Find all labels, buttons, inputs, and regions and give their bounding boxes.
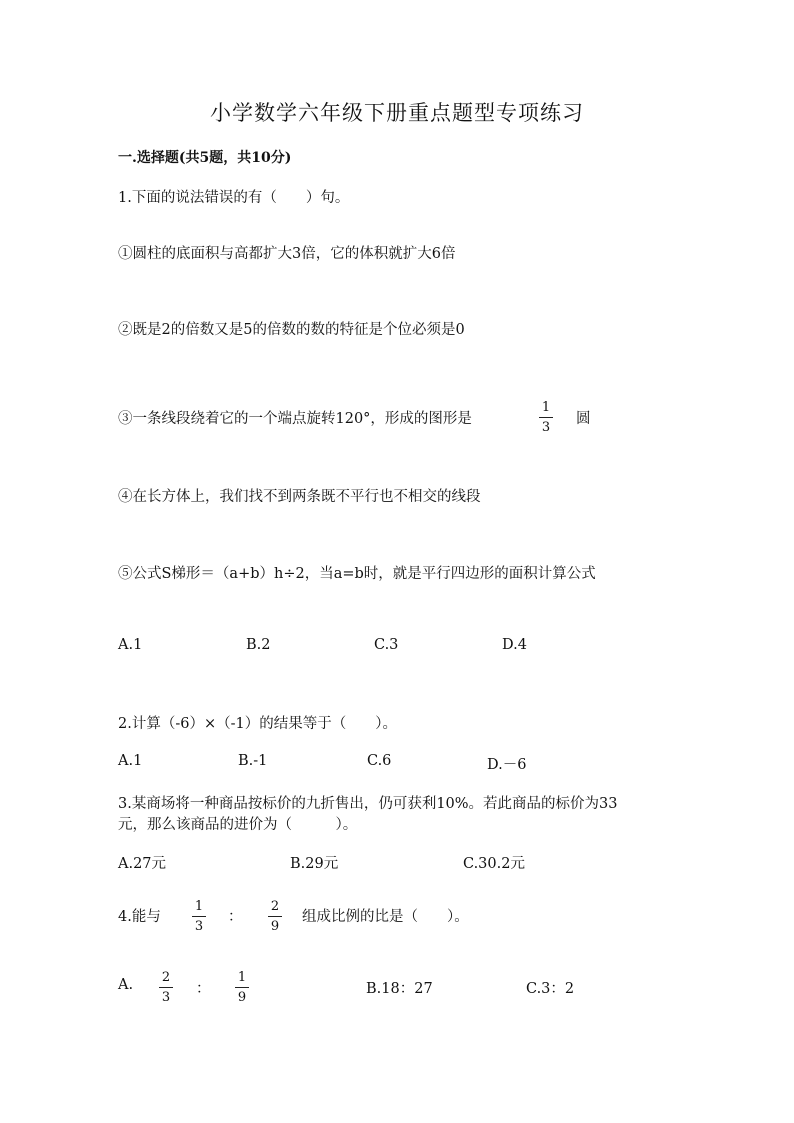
question-2-option-a: A.1 [118,753,143,769]
question-1-option-b: B.2 [246,637,271,653]
question-1-stem: 1.下面的说法错误的有（ ）句。 [118,190,350,206]
section-heading: 一.选择题(共5题，共10分) [118,150,292,166]
question-2-stem: 2.计算（-6）×（-1）的结果等于（ ）。 [118,716,397,732]
question-3-stem-line-2: 元，那么该商品的进价为（ ）。 [118,817,358,833]
question-4-stem-prefix: 4.能与 [118,909,161,925]
question-3-option-c: C.30.2元 [463,856,525,872]
question-4-fraction-1 [190,900,208,933]
question-1-statement-3-suffix: 圆 [576,411,591,427]
question-1-statement-4: ④在长方体上，我们找不到两条既不平行也不相交的线段 [118,489,481,505]
question-4-stem-suffix: 组成比例的比是（ ）。 [302,909,469,925]
question-1-statement-5: ⑤公式S梯形＝（a+b）h÷2，当a=b时，就是平行四边形的面积计算公式 [118,566,596,582]
fraction-numerator: 2 [161,970,171,985]
fraction-bar [159,987,173,988]
question-4-fraction-2 [266,900,284,933]
question-4-option-c: C.3：2 [526,981,575,997]
question-1-statement-3-fraction [537,401,555,434]
question-4-option-a-fraction-1 [157,971,175,1004]
fraction-numerator: 1 [237,970,247,985]
question-3-option-b: B.29元 [290,856,339,872]
question-2-option-d: D.－6 [487,757,527,773]
question-1-option-a: A.1 [118,637,143,653]
question-4-option-a-label: A. [118,977,134,993]
question-1-statement-1: ①圆柱的底面积与高都扩大3倍，它的体积就扩大6倍 [118,246,456,262]
question-3-stem-line-1: 3.某商场将一种商品按标价的九折售出，仍可获利10%。若此商品的标价为33 [118,796,618,812]
fraction-numerator: 2 [270,899,280,914]
question-1-statement-3-text: ③一条线段绕着它的一个端点旋转120°，形成的图形是 [118,411,472,427]
fraction-bar [539,417,553,418]
fraction-denominator: 3 [541,420,551,435]
question-4-option-a-fraction-2 [233,971,251,1004]
page-title: 小学数学六年级下册重点题型专项练习 [210,101,584,125]
question-4-option-a-colon: ： [196,981,211,997]
fraction-bar [192,916,206,917]
fraction-bar [268,916,282,917]
fraction-denominator: 3 [194,919,204,934]
fraction-bar [235,987,249,988]
question-4-ratio-colon: ： [228,909,243,925]
question-1-statement-2: ②既是2的倍数又是5的倍数的数的特征是个位必须是0 [118,322,465,338]
fraction-numerator: 1 [541,400,551,415]
question-2-option-b: B.-1 [238,753,268,769]
fraction-numerator: 1 [194,899,204,914]
question-2-option-c: C.6 [367,753,392,769]
question-3-option-a: A.27元 [118,856,167,872]
question-4-option-b: B.18：27 [366,981,433,997]
question-1-option-c: C.3 [374,637,399,653]
fraction-denominator: 9 [270,919,280,934]
fraction-denominator: 9 [237,990,247,1005]
question-1-option-d: D.4 [502,637,527,653]
fraction-denominator: 3 [161,990,171,1005]
